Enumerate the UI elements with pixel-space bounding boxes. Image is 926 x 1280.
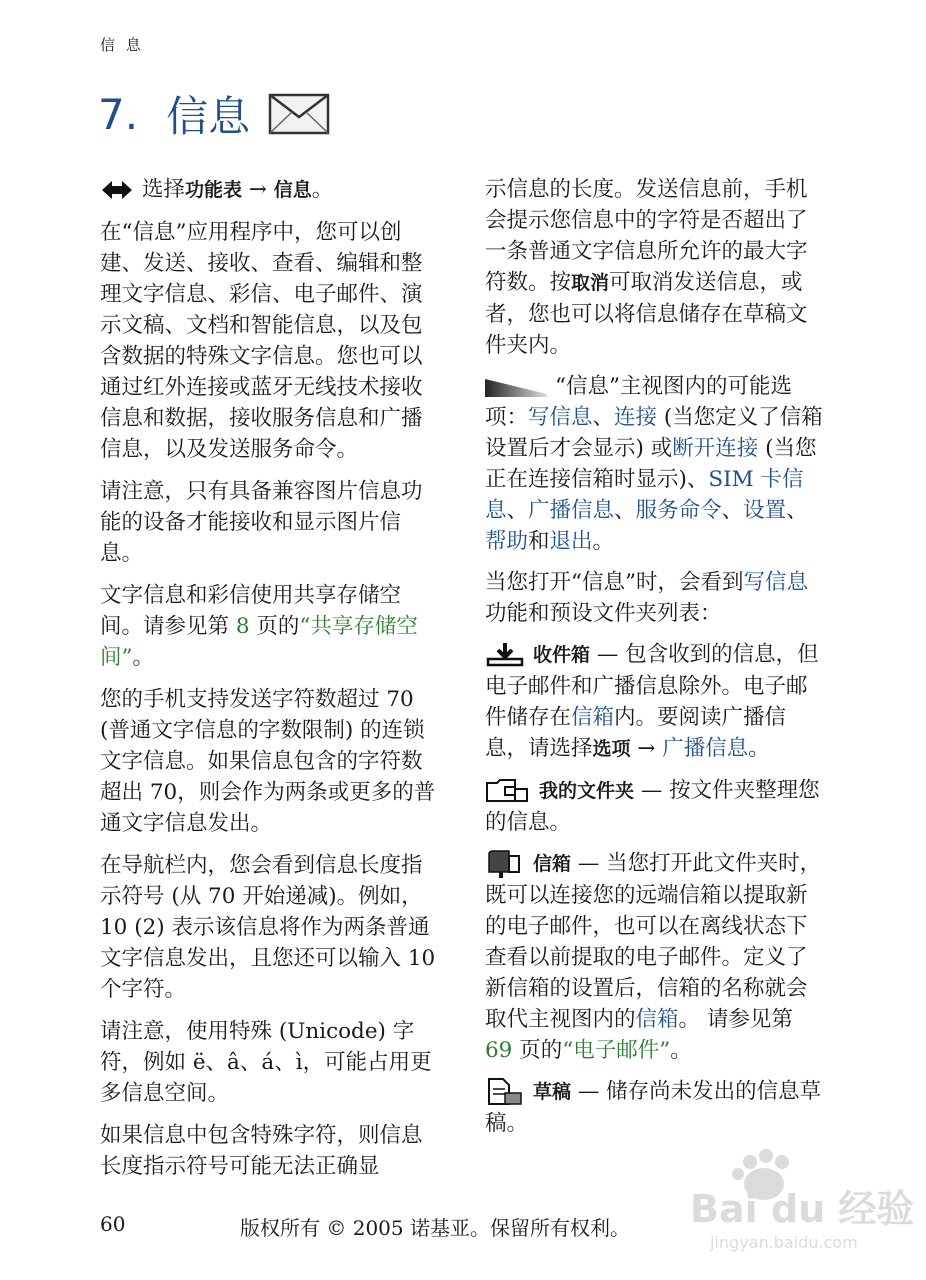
messaging-label: 信息 (273, 179, 312, 201)
cell-broadcast-link[interactable]: 广播信息 (662, 736, 749, 761)
text: 和 (528, 529, 550, 554)
disconnect-link[interactable]: 断开连接 (672, 436, 759, 461)
running-header: 信 息 (100, 36, 144, 54)
page-ref[interactable]: 69 (485, 1038, 513, 1063)
text: — 当您打开此文件夹时，既可以连接您的远端信箱以提取新的电子邮件，也可以在离线状态下查看以前提取的电子邮件。定义了新信箱的设置后，信箱的名称就会取代主视图内的 (485, 851, 822, 1032)
sep: 、 (786, 498, 808, 523)
text: — 储存尚未发出的信息草稿。 (485, 1079, 822, 1136)
text: 可取消发送信息，或者，您也可以将信息储存在草稿文件夹内。 (485, 270, 808, 358)
copyright-notice: 版权所有 © 2005 诺基亚。保留所有权利。 (240, 1216, 630, 1240)
text: 。 (132, 645, 155, 670)
options-paragraph (485, 371, 827, 557)
text: (当您正在连接信箱时显示)、 (485, 436, 817, 492)
service-commands-link[interactable]: 服务命令 (635, 498, 722, 523)
open-messaging-paragraph (485, 567, 827, 629)
left-column (100, 174, 442, 1193)
chapter-heading (98, 84, 330, 144)
watermark-url: jingyan.baidu.com (710, 1233, 858, 1252)
sep: 、 (506, 498, 529, 523)
text: — 包含收到的信息，但电子邮件和广播信息除外。电子邮件储存在 (485, 642, 819, 730)
length-indicator-paragraph: 在导航栏内，您会看到信息长度指示符号 (从 70 开始递减)。例如，10 (2) 表示该信息将作为两条普通文字信息发出，且您还可以输入 10 个字符。 (100, 853, 436, 1002)
my-folders-paragraph (485, 775, 827, 838)
text: 。 (670, 1038, 692, 1063)
unicode-paragraph: 请注意，使用特殊 (Unicode) 字符，例如 ë、â、á、ì，可能占用更多信息空间。 (100, 1019, 432, 1106)
shared-memory-paragraph (100, 580, 442, 673)
text: 内。要阅读广播信息，请选择 (485, 705, 787, 761)
text: — 按文件夹整理您的信息。 (485, 778, 820, 835)
drafts-title: 草稿 (533, 1081, 572, 1103)
cancel-label: 取消 (571, 272, 610, 294)
sep: 、 (592, 405, 615, 430)
email-link[interactable]: “电子邮件” (562, 1038, 671, 1063)
length-continued-paragraph (485, 174, 827, 361)
connect-link[interactable]: 连接 (614, 405, 658, 430)
page-number: 60 (100, 1212, 126, 1236)
chapter-title: 信息 (166, 92, 251, 141)
envelope-icon (268, 93, 330, 135)
menu-path-paragraph (100, 174, 442, 206)
arrow-text: → (630, 736, 663, 761)
text: 。 (311, 177, 334, 202)
mailbox-link[interactable]: 信箱 (571, 705, 615, 730)
inbox-icon (485, 641, 525, 669)
sep: 、 (614, 498, 636, 523)
picture-message-paragraph: 请注意，只有具备兼容图片信息功能的设备才能接收和显示图片信息。 (100, 479, 423, 566)
mailbox-title: 信箱 (533, 853, 572, 875)
concatenated-sms-paragraph: 您的手机支持发送字符数超过 70 (普通文字信息的字数限制) 的连锁文字信息。如果信息包含的字符数超出 70，则会作为两条或更多的普通文字信息发出。 (100, 687, 436, 836)
help-link[interactable]: 帮助 (485, 529, 529, 554)
text: 文字信息和彩信使用共享存储空间。请参见第 (100, 583, 402, 639)
text: 。 (592, 529, 615, 554)
baidu-watermark (690, 1140, 915, 1260)
arrow-text: → (242, 177, 274, 202)
right-column (485, 174, 827, 1149)
intro-paragraph: 在“信息”应用程序中，您可以创建、发送、接收、查看、编辑和整理文字信息、彩信、电子邮件、演示文稿、文档和智能信息，以及包含数据的特殊文字信息。您也可以通过红外连接或蓝牙无线技术接收信息和数据，接收服务信息和广播信息，以及发送服务命令。 (100, 220, 423, 462)
mailbox-paragraph (485, 848, 827, 1066)
sim-messages-link[interactable]: SIM 卡信息 (485, 467, 804, 523)
drafts-paragraph (485, 1076, 827, 1139)
exit-link[interactable]: 退出 (549, 529, 593, 554)
shared-memory-link[interactable]: “共享存储空间” (100, 614, 418, 670)
text: (当您定义了信箱设置后才会显示) 或 (485, 405, 823, 461)
cell-broadcast-link[interactable]: 广播信息 (528, 498, 615, 523)
settings-link[interactable]: 设置 (743, 498, 787, 523)
my-folders-icon (485, 777, 531, 805)
text: 选择 (142, 177, 186, 202)
write-message-link[interactable]: 写信息 (528, 405, 593, 430)
text: 功能和预设文件夹列表： (485, 601, 722, 626)
special-chars-paragraph: 如果信息中包含特殊字符，则信息长度指示符号可能无法正确显 (100, 1123, 423, 1179)
menu-label: 功能表 (185, 179, 243, 201)
chapter-number: 7. (98, 89, 139, 139)
write-message-link[interactable]: 写信息 (743, 570, 808, 595)
drafts-icon (485, 1077, 525, 1107)
mailbox-link[interactable]: 信箱 (635, 1007, 679, 1032)
menu-arrow-icon (100, 178, 134, 202)
text: 页的 (249, 614, 300, 639)
inbox-title: 收件箱 (533, 644, 591, 666)
options-wedge-icon (485, 377, 547, 397)
my-folders-title: 我的文件夹 (539, 780, 635, 802)
watermark-logo: Bai du 经验 (690, 1187, 915, 1231)
text: “信息”主视图内的可能选项： (485, 374, 792, 430)
options-label: 选项 (592, 738, 631, 760)
inbox-paragraph (485, 639, 827, 765)
mailbox-icon (485, 850, 525, 878)
sep: 、 (721, 498, 744, 523)
text: 页的 (512, 1038, 563, 1063)
text: 。 请参见第 (678, 1007, 793, 1032)
text: 示信息的长度。发送信息前，手机会提示您信息中的字符是否超出了一条普通文字信息所允许的最大字符数。按 (485, 177, 808, 295)
text: 当您打开“信息”时，会看到 (485, 570, 744, 595)
text: 。 (748, 736, 770, 761)
page-ref[interactable]: 8 (235, 614, 250, 639)
